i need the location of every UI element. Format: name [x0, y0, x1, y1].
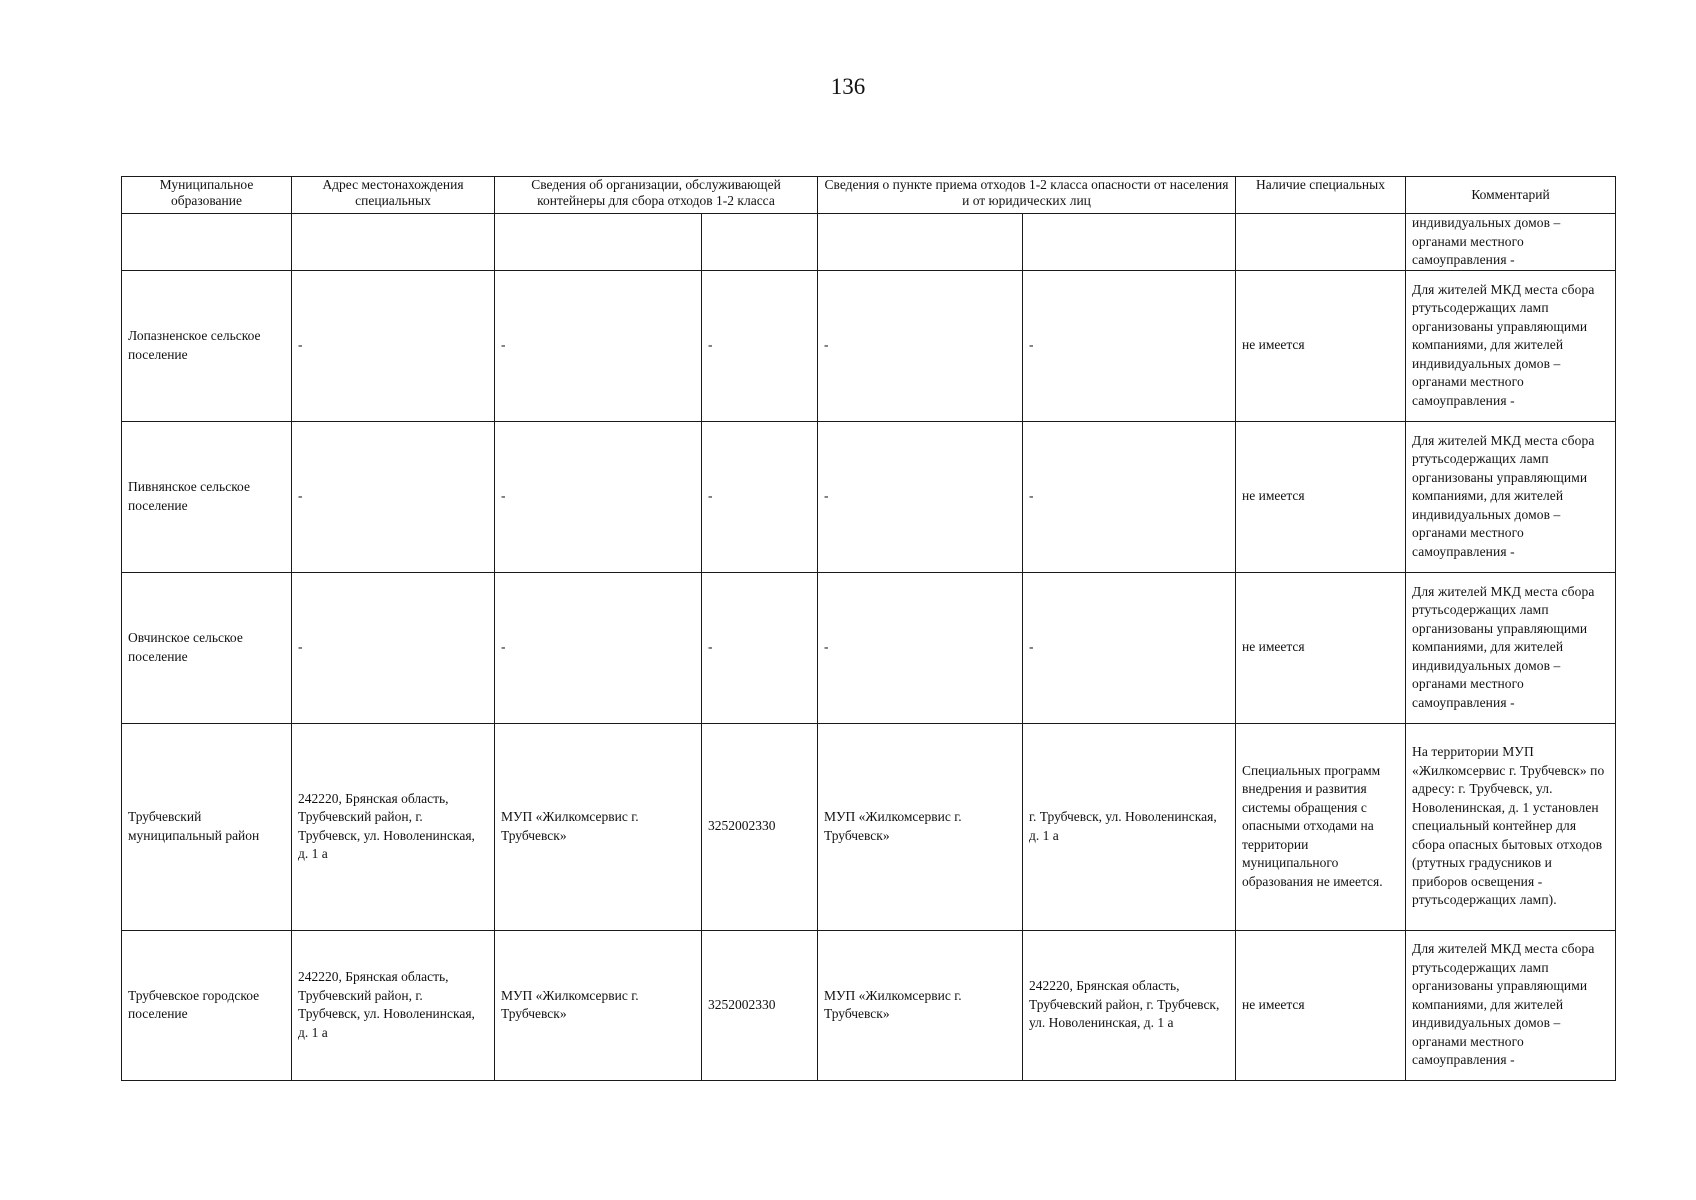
cell-point-address: -: [1023, 421, 1236, 572]
cell-address: [292, 214, 495, 271]
cell-point-address: 242220, Брянская область, Трубчевский район, г. Трубчевск, ул. Новоленинская, д. 1 а: [1023, 930, 1236, 1080]
table-header-row: [122, 177, 1616, 214]
cell-availability: не имеется: [1236, 572, 1406, 723]
cell-org-name: МУП «Жилкомсервис г. Трубчевск»: [495, 930, 702, 1080]
cell-address: -: [292, 421, 495, 572]
cell-comment: Для жителей МКД места сбора ртутьсодержащих ламп организованы управляющими компаниями, для жителей индивидуальных домов – органами местного самоуправления -: [1406, 930, 1616, 1080]
cell-point-org: -: [818, 270, 1023, 421]
cell-availability: не имеется: [1236, 270, 1406, 421]
header-organization: Сведения об организации, обслуживающей контейнеры для сбора отходов 1-2 класса: [495, 177, 818, 214]
cell-availability: не имеется: [1236, 930, 1406, 1080]
cell-org-inn: -: [702, 270, 818, 421]
cell-comment: индивидуальных домов – органами местного самоуправления -: [1406, 214, 1616, 271]
cell-point-address: [1023, 214, 1236, 271]
table-row: [122, 421, 1616, 572]
cell-point-org: МУП «Жилкомсервис г. Трубчевск»: [818, 930, 1023, 1080]
cell-address: -: [292, 270, 495, 421]
cell-org-name: -: [495, 270, 702, 421]
header-availability: Наличие специальных: [1236, 177, 1406, 214]
cell-municipality: Трубчевское городское поселение: [122, 930, 292, 1080]
cell-address: -: [292, 572, 495, 723]
table-row: [122, 214, 1616, 271]
header-collection-point: Сведения о пункте приема отходов 1-2 класса опасности от населения и от юридических лиц: [818, 177, 1236, 214]
cell-availability: не имеется: [1236, 421, 1406, 572]
cell-availability: Специальных программ внедрения и развития системы обращения с опасными отходами на территории муниципального образования не имеется.: [1236, 723, 1406, 930]
cell-org-inn: 3252002330: [702, 930, 818, 1080]
page-number: 136: [830, 74, 866, 99]
cell-municipality: Лопазненское сельское поселение: [122, 270, 292, 421]
cell-comment: Для жителей МКД места сбора ртутьсодержащих ламп организованы управляющими компаниями, для жителей индивидуальных домов – органами местного самоуправления -: [1406, 270, 1616, 421]
table-row: [122, 572, 1616, 723]
waste-collection-table: [121, 176, 1616, 1081]
cell-org-name: МУП «Жилкомсервис г. Трубчевск»: [495, 723, 702, 930]
cell-org-inn: -: [702, 572, 818, 723]
cell-availability: [1236, 214, 1406, 271]
cell-org-inn: [702, 214, 818, 271]
cell-address: 242220, Брянская область, Трубчевский район, г. Трубчевск, ул. Новоленинская, д. 1 а: [292, 723, 495, 930]
cell-municipality: Трубчевский муниципальный район: [122, 723, 292, 930]
header-comment: Комментарий: [1406, 177, 1616, 214]
cell-comment: Для жителей МКД места сбора ртутьсодержащих ламп организованы управляющими компаниями, для жителей индивидуальных домов – органами местного самоуправления -: [1406, 572, 1616, 723]
cell-org-name: [495, 214, 702, 271]
cell-org-name: -: [495, 421, 702, 572]
cell-comment: На территории МУП «Жилкомсервис г. Трубчевск» по адресу: г. Трубчевск, ул. Новоленинская, д. 1 установлен специальный контейнер для сбора опасных бытовых отходов (ртутных градусников и приборов освещения - ртутьсодержащих ламп).: [1406, 723, 1616, 930]
cell-municipality: Пивнянское сельское поселение: [122, 421, 292, 572]
table-row: [122, 723, 1616, 930]
cell-comment: Для жителей МКД места сбора ртутьсодержащих ламп организованы управляющими компаниями, для жителей индивидуальных домов – органами местного самоуправления -: [1406, 421, 1616, 572]
cell-point-org: -: [818, 572, 1023, 723]
cell-address: 242220, Брянская область, Трубчевский район, г. Трубчевск, ул. Новоленинская, д. 1 а: [292, 930, 495, 1080]
cell-org-name: -: [495, 572, 702, 723]
cell-point-address: -: [1023, 270, 1236, 421]
header-municipality: Муниципальное образование: [122, 177, 292, 214]
cell-municipality: [122, 214, 292, 271]
cell-point-org: -: [818, 421, 1023, 572]
cell-point-org: МУП «Жилкомсервис г. Трубчевск»: [818, 723, 1023, 930]
cell-org-inn: 3252002330: [702, 723, 818, 930]
table-row: [122, 930, 1616, 1080]
cell-point-address: -: [1023, 572, 1236, 723]
cell-point-org: [818, 214, 1023, 271]
cell-point-address: г. Трубчевск, ул. Новоленинская, д. 1 а: [1023, 723, 1236, 930]
cell-org-inn: -: [702, 421, 818, 572]
cell-municipality: Овчинское сельское поселение: [122, 572, 292, 723]
header-address: Адрес местонахождения специальных: [292, 177, 495, 214]
table-row: [122, 270, 1616, 421]
